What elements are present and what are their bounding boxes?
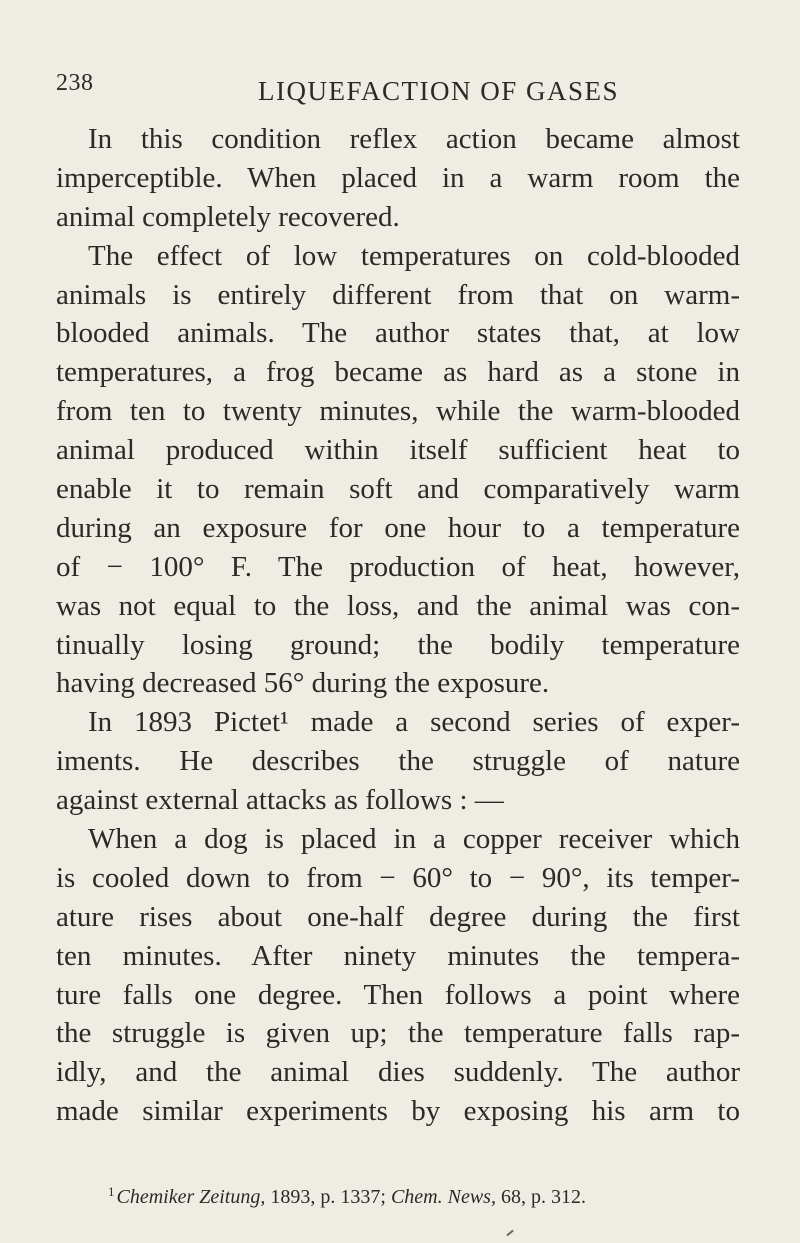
text-line: blooded animals. The author states that, at low xyxy=(56,317,740,350)
text-line: the struggle is given up; the temperature falls rap- xyxy=(56,1017,740,1050)
text-line: The effect of low temperatures on cold-blooded xyxy=(88,239,740,272)
footnote-source: Chemiker Zeitung, xyxy=(116,1186,266,1208)
text-line: idly, and the animal dies suddenly. The author xyxy=(56,1056,740,1089)
page-header xyxy=(0,70,800,110)
footnote-source: Chem. News, xyxy=(390,1186,496,1208)
text-line: having decreased 56° during the exposure. xyxy=(56,667,550,700)
text-line: ture falls one degree. Then follows a point where xyxy=(56,978,740,1011)
text-line: is cooled down to from − 60° to − 90°, its temper- xyxy=(56,861,740,894)
text-line: during an exposure for one hour to a temperature xyxy=(56,511,740,544)
text-line: was not equal to the loss, and the animal was con- xyxy=(56,589,740,622)
text-line: animal completely recovered. xyxy=(56,200,400,233)
running-head: LIQUEFACTION OF GASES xyxy=(258,76,620,106)
text-line: ature rises about one-half degree during the first xyxy=(56,900,740,933)
text-line: ten minutes. After ninety minutes the tempera- xyxy=(56,939,740,972)
footnote xyxy=(108,1184,586,1209)
text-line: iments. He describes the struggle of nature xyxy=(56,745,740,778)
page-number: 238 xyxy=(56,70,94,96)
text-line: animal produced within itself sufficient heat to xyxy=(56,434,740,467)
text-line: of − 100° F. The production of heat, however, xyxy=(56,550,740,583)
text-line: against external attacks as follows : — xyxy=(56,784,504,817)
text-line: from ten to twenty minutes, while the warm-blooded xyxy=(56,395,740,428)
text-line: made similar experiments by exposing his arm to xyxy=(56,1095,740,1128)
text-line: temperatures, a frog became as hard as a stone in xyxy=(56,356,740,389)
footnote-reference: 68, p. 312. xyxy=(495,1186,586,1208)
text-line: imperceptible. When placed in a warm room the xyxy=(56,161,740,194)
body-text xyxy=(56,120,740,1131)
text-line: In 1893 Pictet¹ made a second series of exper- xyxy=(88,706,740,739)
text-line: In this condition reflex action became almost xyxy=(88,123,740,155)
text-line: tinually losing ground; the bodily temperature xyxy=(56,628,740,661)
footnote-reference: 1893, p. 1337; xyxy=(265,1186,391,1208)
stray-pencil-mark xyxy=(506,1230,513,1237)
text-line: enable it to remain soft and comparatively warm xyxy=(56,473,740,506)
footnote-marker: 1 xyxy=(108,1184,115,1199)
text-line: animals is entirely different from that on warm- xyxy=(56,278,740,311)
text-line: When a dog is placed in a copper receiver which xyxy=(88,823,740,856)
